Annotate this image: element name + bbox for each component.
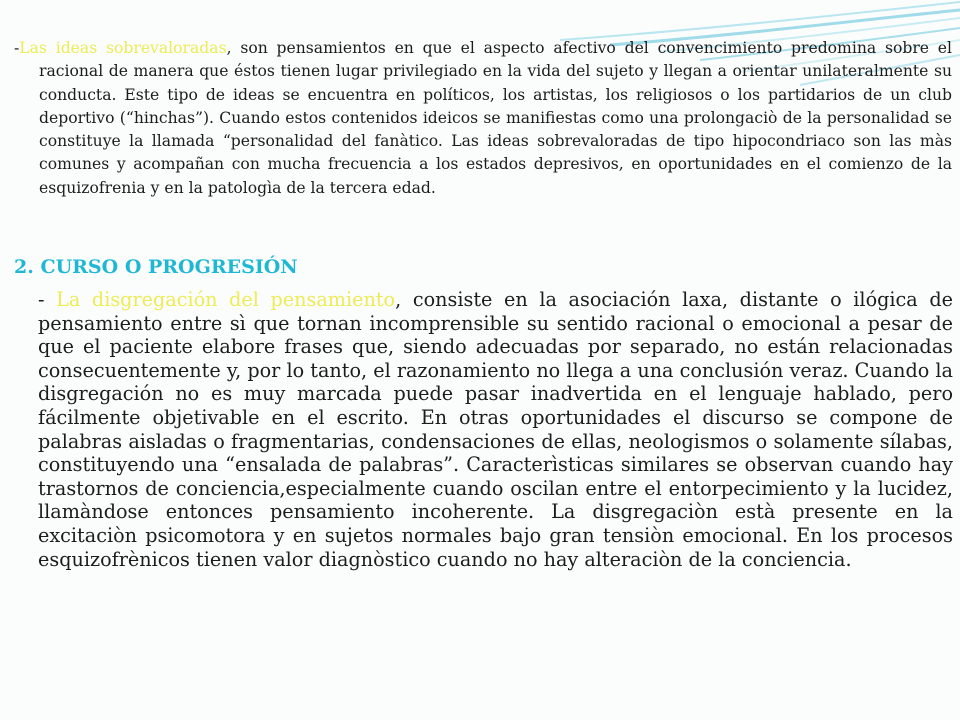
paragraph-body: , consiste en la asociación laxa, distante o ilógica de pensamiento entre sì que tornan incomprensible su sentido racional o emocional a pesar de que el paciente elabore frases que, siendo adecuadas por separado, no están relacionadas consecuentemente y, por lo tanto, el razonamiento no llega a una conclusión veraz. Cuando la disgregación no es muy marcada puede pasar inadvertida en el lenguaje hablado, pero fácilmente objetivable en el escrito. En otras oportunidades el discurso se compone de palabras aisladas o fragmentarias, condensaciones de ellas, neologismos o solamente sílabas, constituyendo una “ensalada de palabras”. Caracterìsticas similares se observan cuando hay trastornos de conciencia,especialmente cuando oscilan entre el entorpecimiento y la lucidez, llamàndose entonces pensamiento incoherente. La disgregaciòn està presente en la excitaciòn psicomotora y en sujetos normales bajo gran tensiòn emocional. En los procesos esquizofrènicos tienen valor diagnòstico cuando no hay alteraciòn de la conciencia.: [38, 288, 953, 571]
term-disgregacion: La disgregación del pensamiento: [56, 288, 396, 311]
paragraph-ideas-sobrevaloradas: [14, 37, 952, 200]
paragraph-body: , son pensamientos en que el aspecto afectivo del convencimiento predomina sobre el racional de manera que éstos tienen lugar privilegiado en la vida del sujeto y llegan a orientar unilateralmente su conducta. Este tipo de ideas se encuentra en políticos, los artistas, los religiosos o los partidarios de un club deportivo (“hinchas”). Cuando estos contenidos ideicos se manifiestas como una prolongaciò de la personalidad se constituye la llamada “personalidad del fanàtico. Las ideas sobrevaloradas de tipo hipocondriaco son las màs comunes y acompañan con mucha frecuencia a los estados depresivos, en oportunidades en el comienzo de la esquizofrenia y en la patologìa de la tercera edad.: [39, 39, 953, 197]
section-heading: 2. CURSO O PROGRESIÓN: [14, 256, 298, 278]
bullet-dash: -: [14, 39, 20, 57]
bullet-dash: -: [38, 288, 57, 311]
paragraph-disgregacion: [38, 288, 953, 571]
term-ideas-sobrevaloradas: Las ideas sobrevaloradas: [19, 39, 227, 57]
